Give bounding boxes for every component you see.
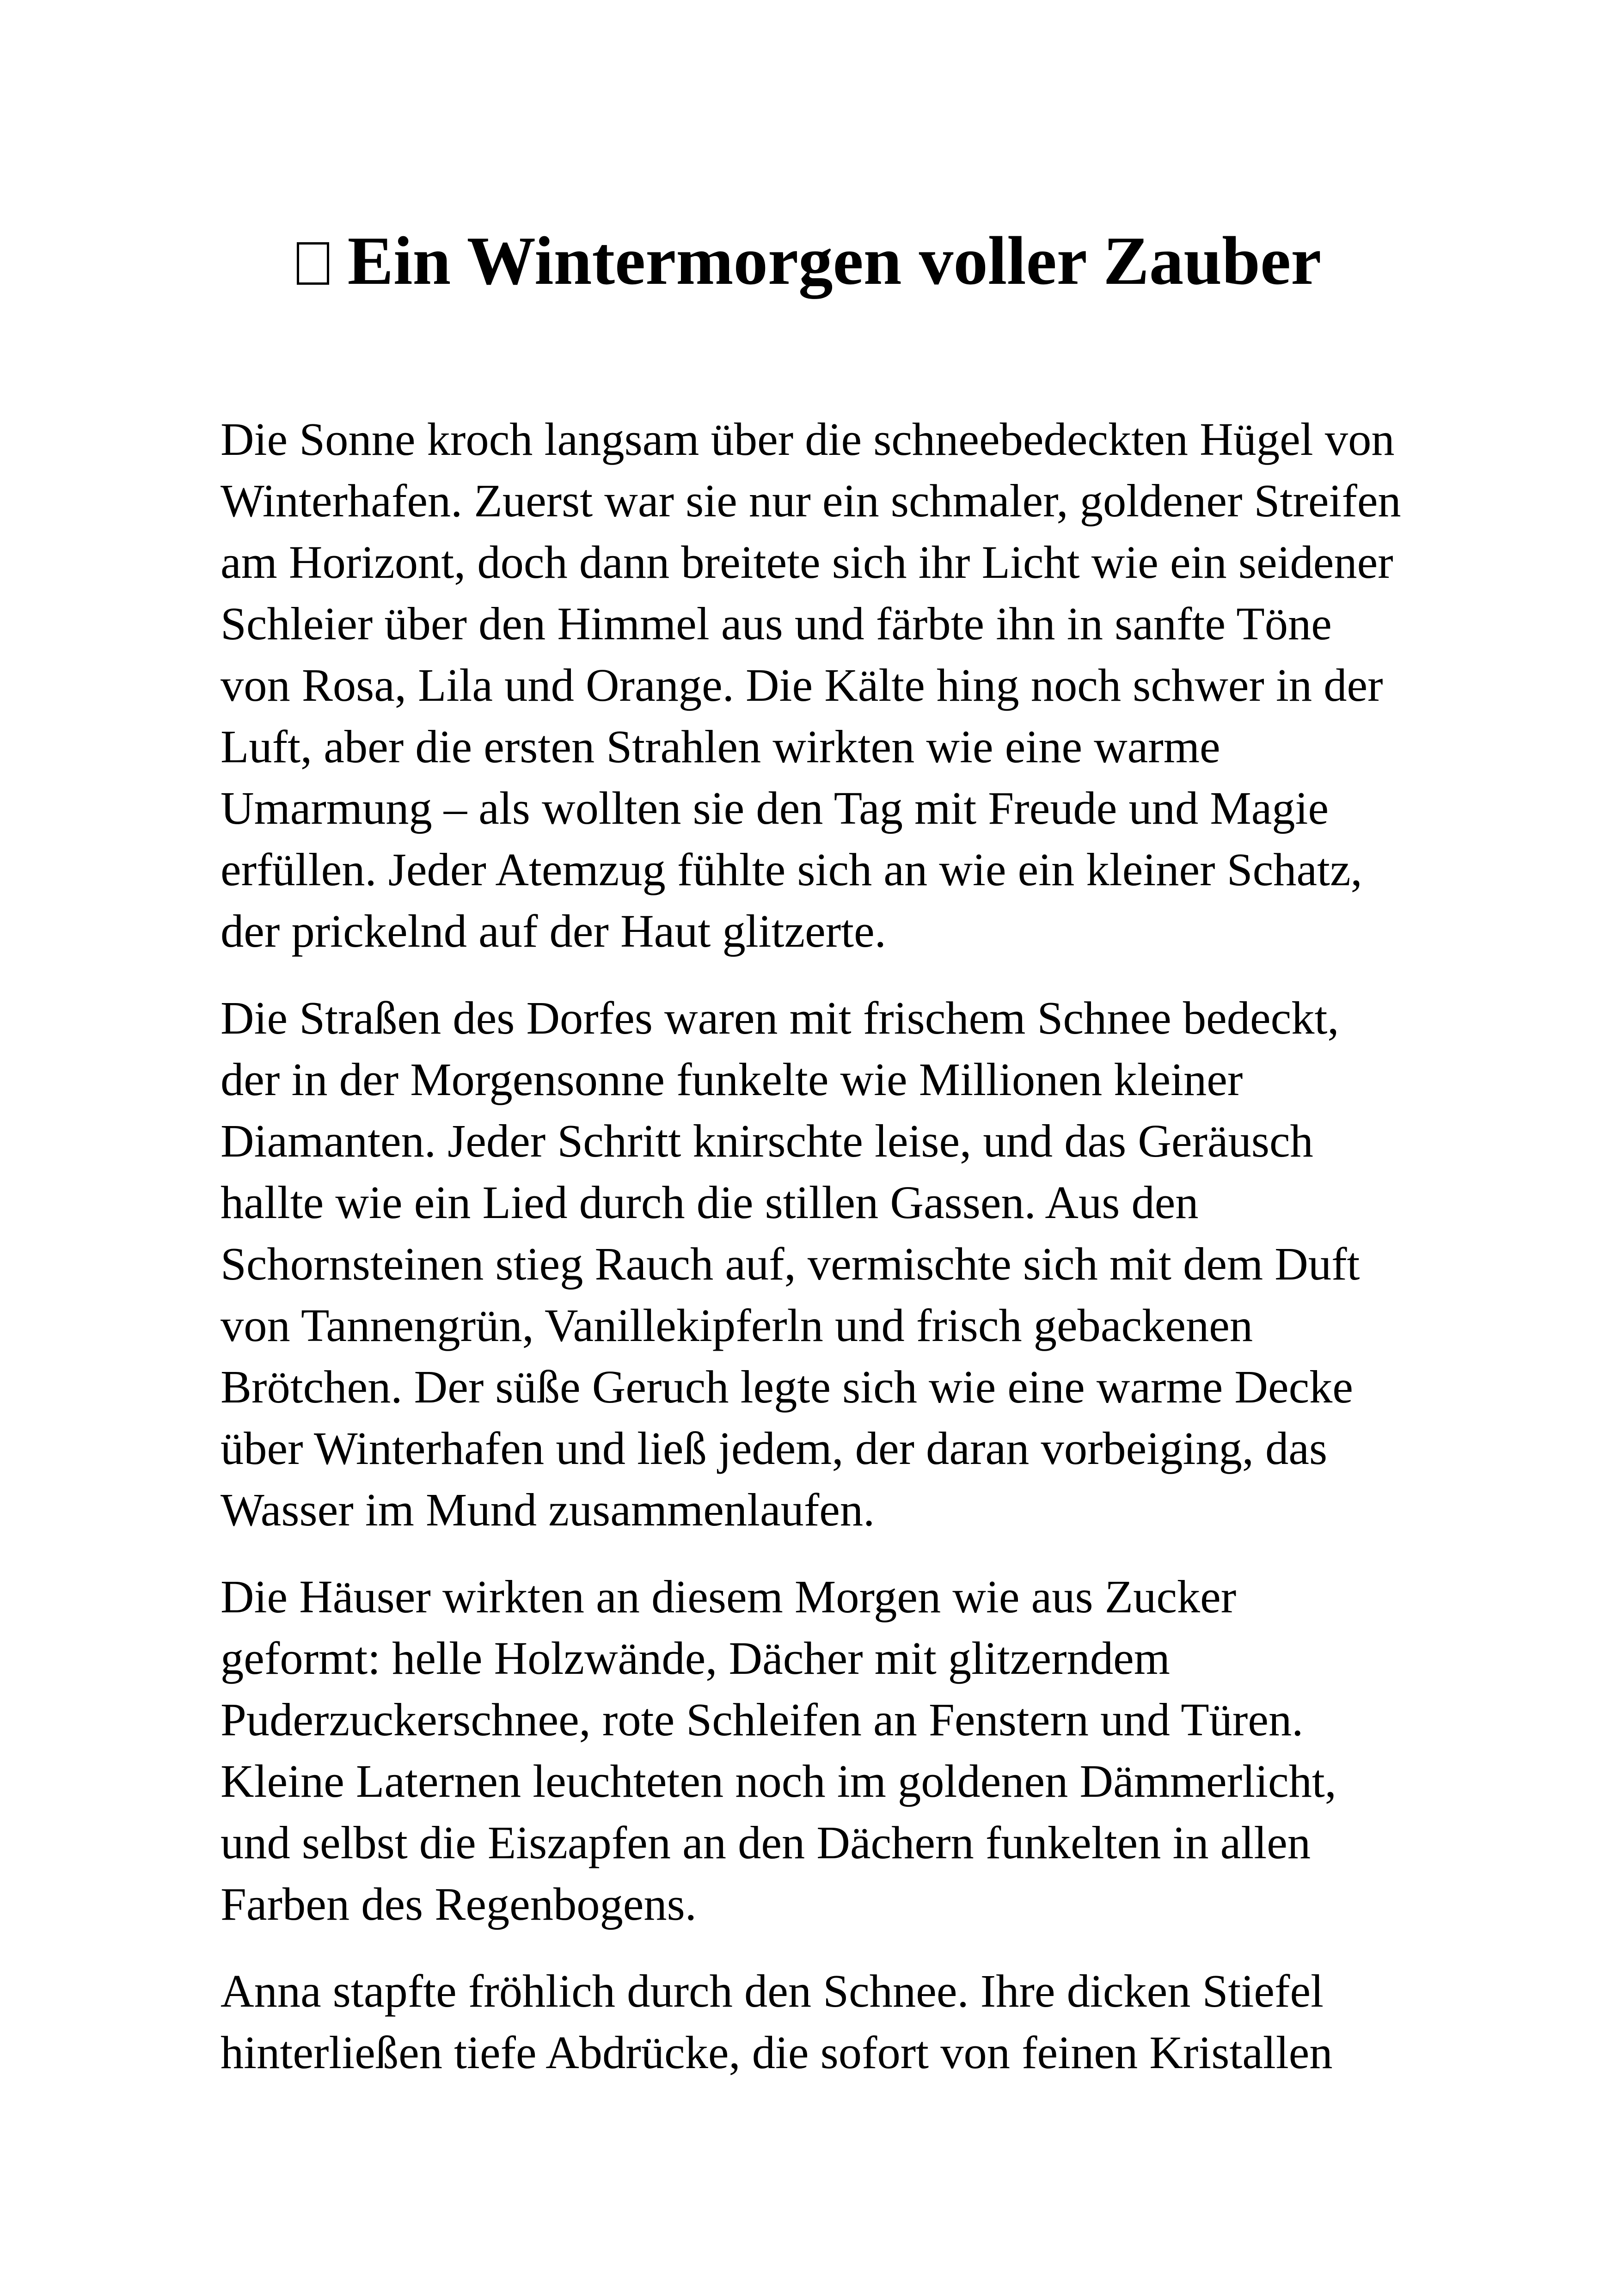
text-line: hinterließen tiefe Abdrücke, die sofort von feinen Kristallen bbox=[221, 2027, 1333, 2078]
paragraph bbox=[221, 987, 1404, 1541]
text-line: Puderzuckerschnee, rote Schleifen an Fenstern und Türen. bbox=[221, 1694, 1304, 1745]
paragraph bbox=[221, 409, 1404, 962]
text-line: Die Häuser wirkten an diesem Morgen wie aus Zucker bbox=[221, 1571, 1237, 1623]
text-line: Luft, aber die ersten Strahlen wirkten wie eine warme bbox=[221, 721, 1220, 772]
text-line: erfüllen. Jeder Atemzug fühlte sich an wie ein kleiner Schatz, bbox=[221, 844, 1362, 895]
text-line: über Winterhafen und ließ jedem, der daran vorbeiging, das bbox=[221, 1422, 1328, 1474]
text-line: Schleier über den Himmel aus und färbte ihn in sanfte Töne bbox=[221, 598, 1332, 649]
text-line: Winterhafen. Zuerst war sie nur ein schmaler, goldener Streifen bbox=[221, 475, 1401, 527]
text-line: Diamanten. Jeder Schritt knirschte leise, und das Geräusch bbox=[221, 1115, 1313, 1167]
text-line: und selbst die Eiszapfen an den Dächern funkelten in allen bbox=[221, 1817, 1311, 1868]
unsupported-emoji-box-icon bbox=[297, 242, 329, 285]
text-line: am Horizont, doch dann breitete sich ihr Licht wie ein seidener bbox=[221, 536, 1393, 588]
text-line: der in der Morgensonne funkelte wie Millionen kleiner bbox=[221, 1053, 1243, 1105]
text-line: Schornsteinen stieg Rauch auf, vermischte sich mit dem Duft bbox=[221, 1238, 1360, 1290]
paragraph bbox=[221, 1960, 1404, 2083]
text-line: von Tannengrün, Vanillekipferln und frisch gebackenen bbox=[221, 1299, 1253, 1351]
text-line: Wasser im Mund zusammenlaufen. bbox=[221, 1484, 875, 1536]
text-line: Brötchen. Der süße Geruch legte sich wie eine warme Decke bbox=[221, 1361, 1354, 1413]
paragraph bbox=[221, 1566, 1404, 1935]
text-line: Die Sonne kroch langsam über die schneebedeckten Hügel von bbox=[221, 413, 1395, 465]
text-line: der prickelnd auf der Haut glitzerte. bbox=[221, 905, 886, 957]
text-line: von Rosa, Lila und Orange. Die Kälte hing noch schwer in der bbox=[221, 659, 1383, 711]
text-line: geformt: helle Holzwände, Dächer mit glitzerndem bbox=[221, 1632, 1170, 1684]
story-body bbox=[221, 409, 1404, 2109]
text-line: hallte wie ein Lied durch die stillen Gassen. Aus den bbox=[221, 1176, 1199, 1228]
text-line: Umarmung – als wollten sie den Tag mit Freude und Magie bbox=[221, 782, 1329, 834]
page-title bbox=[0, 217, 1618, 305]
text-line: Anna stapfte fröhlich durch den Schnee. Ihre dicken Stiefel bbox=[221, 1965, 1324, 2017]
text-line: Kleine Laternen leuchteten noch im goldenen Dämmerlicht, bbox=[221, 1755, 1336, 1807]
text-line: Farben des Regenbogens. bbox=[221, 1878, 697, 1930]
page-title-text: Ein Wintermorgen voller Zauber bbox=[347, 223, 1322, 299]
text-line: Die Straßen des Dorfes waren mit frischem Schnee bedeckt, bbox=[221, 992, 1339, 1044]
